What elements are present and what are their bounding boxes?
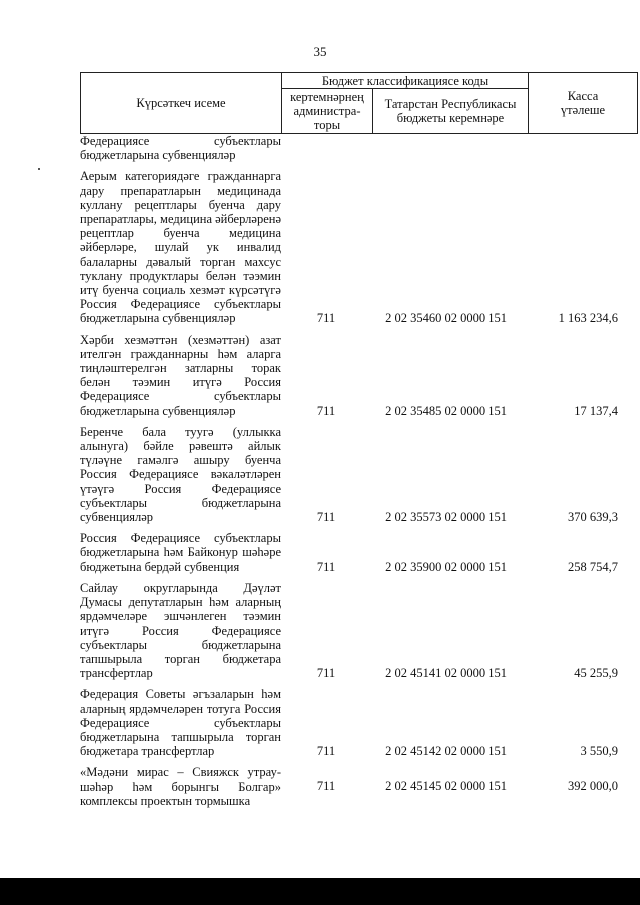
header-name-cell	[80, 72, 282, 134]
row-name: Россия Федерациясе субъектлары бюджетларына һәм Байконур шәһәре бюджетына бердәй субвенция	[80, 531, 281, 574]
row-name: Хәрби хезмәттән (хезмәттән) азат ителгән гражданнарны һәм аларга тиңләштерелгән затларны торак белән тәэмин итүгә Россия Федерациясе субъектлары бюджетларына субвенцияләр	[80, 332, 281, 418]
table-row	[80, 425, 640, 524]
table-row	[80, 581, 640, 680]
row-name: Федерациясе субъектлары бюджетларына субвенцияләр	[80, 134, 281, 163]
header-col-code: Татарстан Республикасы бюджеты керемнәре	[384, 97, 517, 125]
table-row	[80, 531, 640, 574]
row-code: 2 02 35460 02 0000 151	[385, 311, 507, 326]
row-admin: 711	[316, 403, 336, 418]
row-admin: 711	[316, 559, 336, 574]
row-admin: 711	[316, 779, 336, 794]
header-code-cell	[372, 88, 529, 134]
header-col-name: Күрсәткеч исеме	[136, 96, 226, 110]
row-code: 2 02 35485 02 0000 151	[385, 403, 507, 418]
table-row	[80, 134, 640, 162]
header-amount-cell	[528, 72, 638, 134]
row-admin: 711	[316, 744, 336, 759]
row-code: 2 02 45145 02 0000 151	[385, 779, 507, 794]
row-code: 2 02 35573 02 0000 151	[385, 510, 507, 525]
row-amount: 370 639,3	[568, 510, 618, 525]
row-amount: 3 550,9	[580, 744, 618, 759]
row-code: 2 02 45141 02 0000 151	[385, 666, 507, 681]
row-name: «Мәдәни мирас – Свияжск утрау-шәһәр һәм борынгы Болгар» комплексы проектын тормышка	[80, 765, 281, 808]
row-name: Аерым категориядәге гражданнарга дару препаратларын медицинада куллану рецептлары буенча дару препаратлары, медицина әйберләренә рецептлар буенча медицина әйберләре, шулай ук инвалид балаларны дәвалый торган махсус туклану продуктлары белән тәэмин итү буенча социаль хезмәт күрсәтүгә Россия Федерациясе субъектлары бюджетларына субвенцияләр	[80, 169, 282, 326]
row-amount: 45 255,9	[574, 666, 618, 681]
row-name: Беренче бала туугә (уллыкка алынуга) бәйле рәвештә айлык түләүне гамәлгә ашыру буенча Россия Федерациясе вәкаләтләрен үтәүгә Россия Федерациясе субъектлары бюджетларына субвенцияләр	[80, 424, 281, 525]
row-name: Сайлау округларында Дәүләт Думасы депутатларын һәм аларның ярдәмчеләре эшчәнлеген тәэмин итүгә Россия Федерациясе субъектлары бюджетларына тапшырыла торган бюджетара трансфертлар	[80, 580, 281, 681]
row-code: 2 02 35900 02 0000 151	[385, 559, 507, 574]
header-group-cell	[281, 72, 529, 89]
row-admin: 711	[316, 666, 336, 681]
row-admin: 711	[316, 510, 336, 525]
table-row	[80, 169, 640, 325]
scan-bottom-border	[0, 878, 640, 905]
row-code: 2 02 45142 02 0000 151	[385, 744, 507, 759]
header-group-label: Бюджет классификациясе коды	[321, 73, 489, 88]
scan-speck	[38, 168, 40, 170]
row-amount: 17 137,4	[574, 403, 618, 418]
header-admin-cell	[281, 88, 373, 134]
row-amount: 258 754,7	[568, 559, 618, 574]
header-col-amount: Касса үтәлеше	[560, 89, 606, 117]
table-row	[80, 687, 640, 758]
row-name: Федерация Советы әгъзаларын һәм аларның ярдәмчеләрен тотуга Россия Федерациясе субъектлары бюджетларына тапшырыла торган бюджетара трансфертлар	[80, 687, 281, 759]
table-row	[80, 765, 640, 808]
table-row	[80, 333, 640, 418]
row-amount: 392 000,0	[568, 779, 618, 794]
row-amount: 1 163 234,6	[558, 311, 618, 326]
header-col-admin: кертемнәрнең администра-торы	[290, 90, 364, 132]
table-body	[80, 134, 640, 808]
row-admin: 711	[316, 311, 336, 326]
page-number: 35	[313, 44, 327, 59]
